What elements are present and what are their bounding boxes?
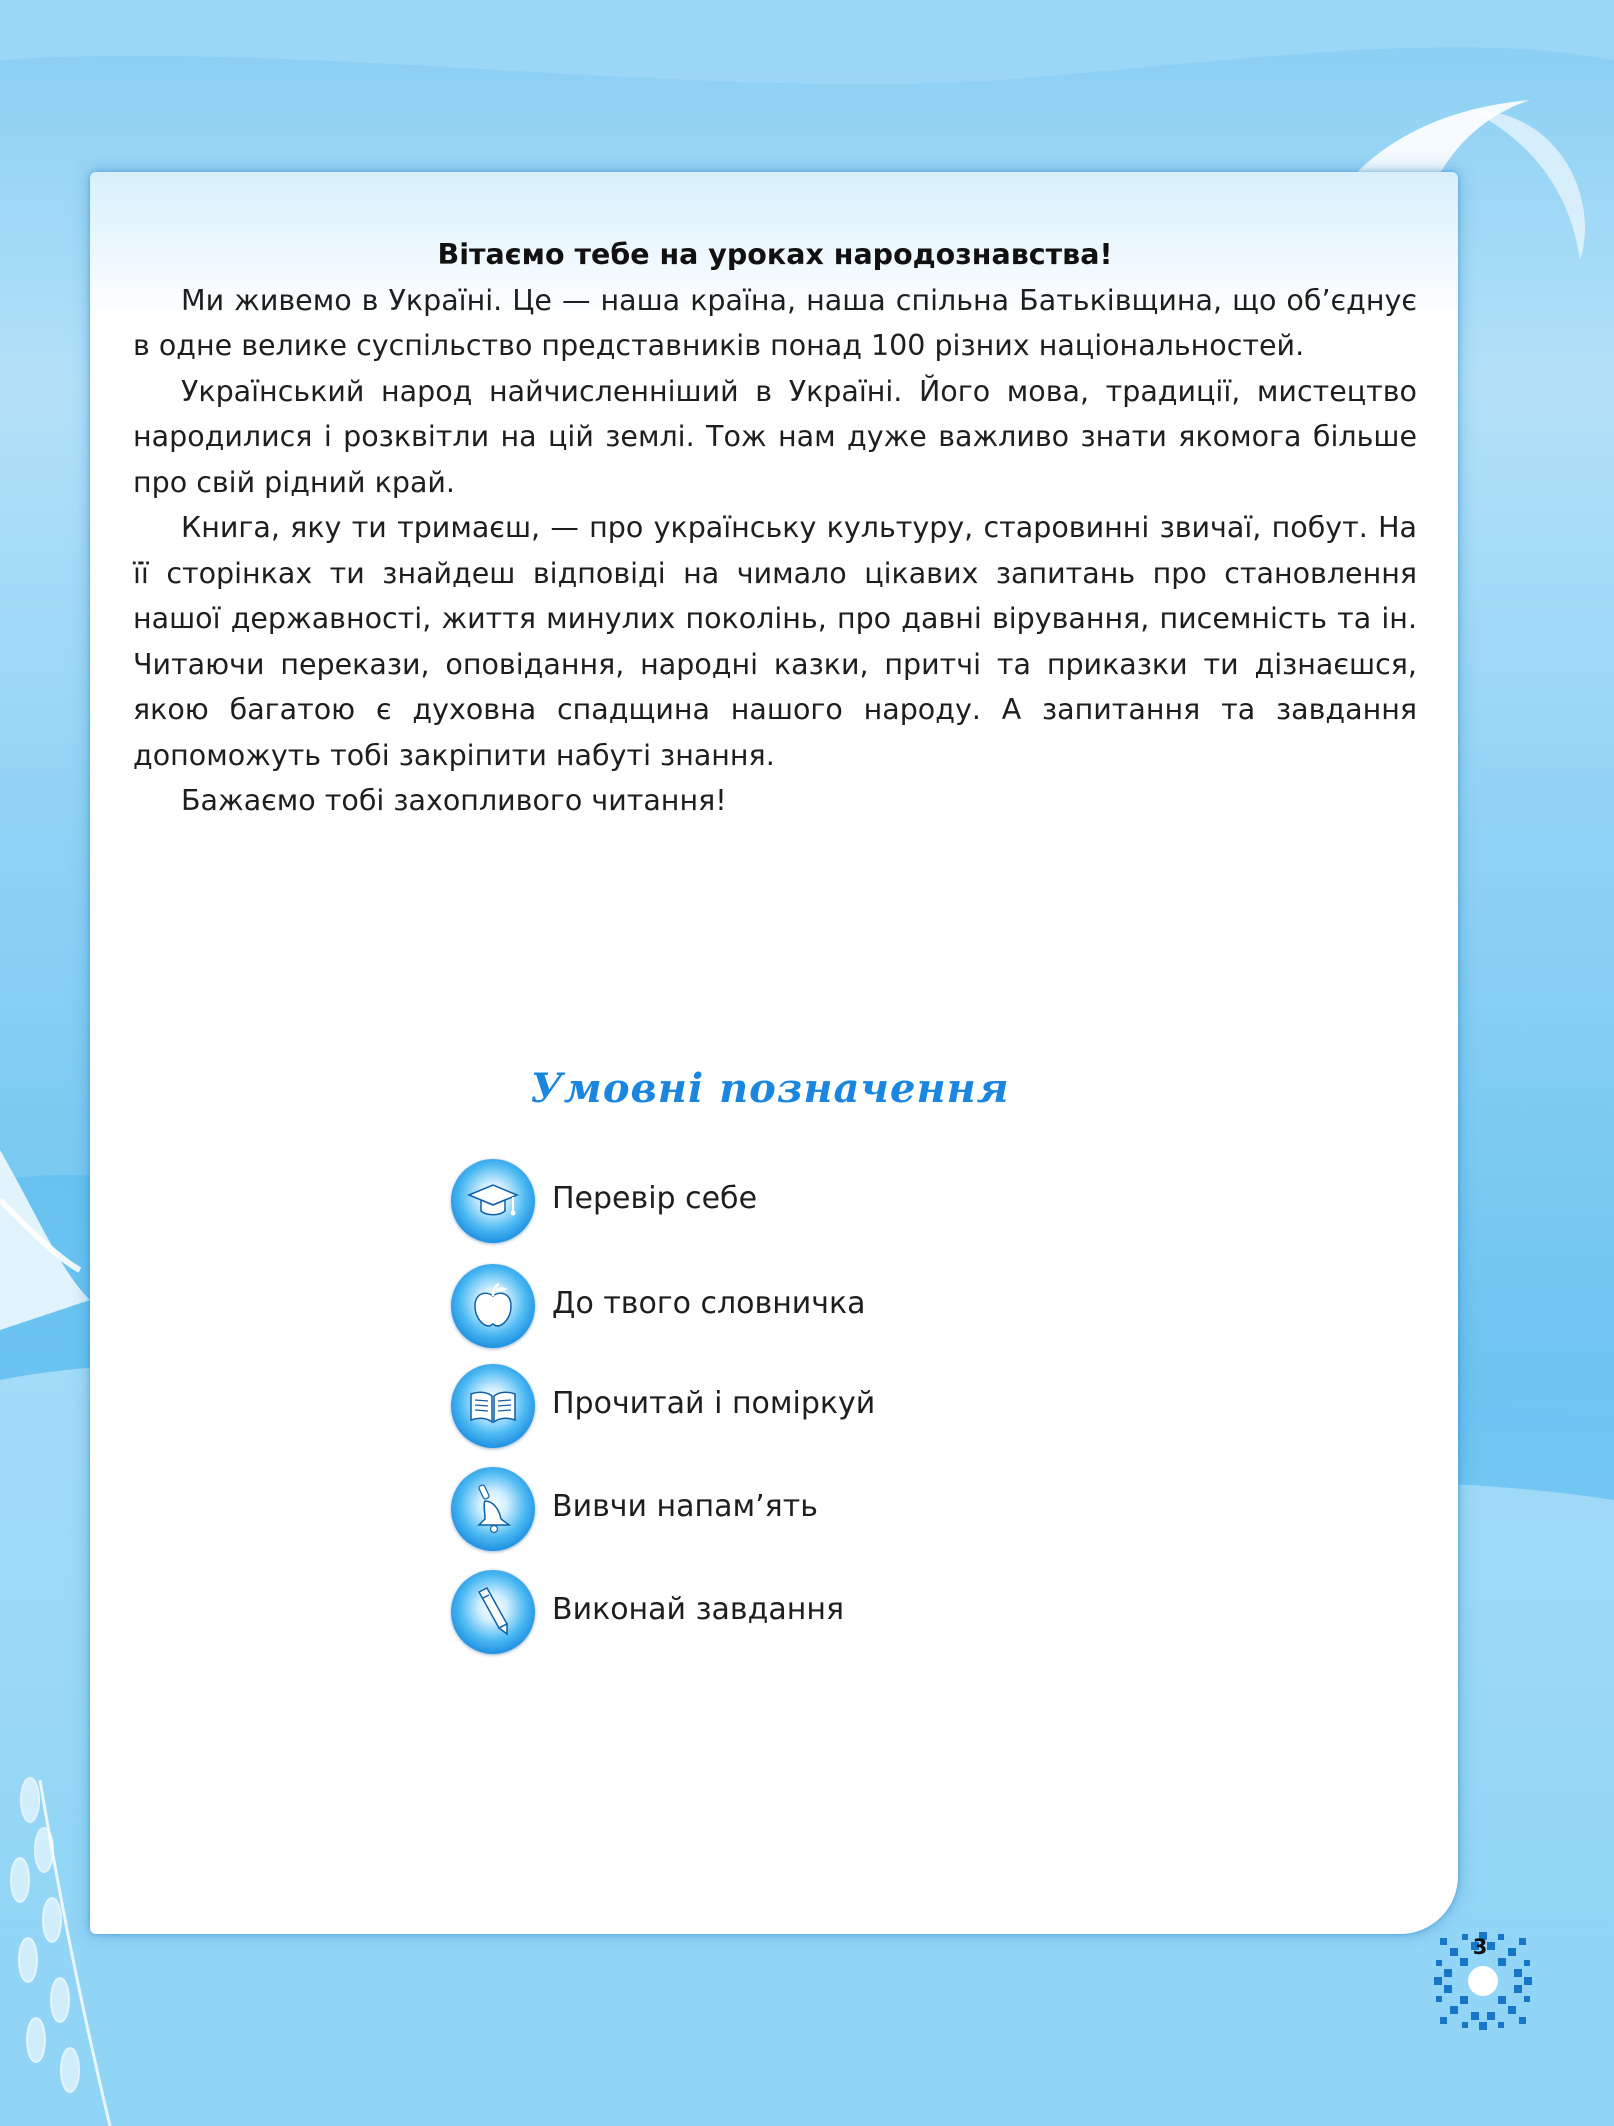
page-number: 3 (1472, 1935, 1488, 1959)
legend-item-read-think (451, 1364, 1151, 1450)
graduation-cap-icon (451, 1159, 535, 1243)
intro-paragraph: Бажаємо тобі захопливого читання! (181, 784, 727, 817)
legend-item-check-yourself (451, 1159, 1151, 1245)
legend-title: Умовні позначення (530, 1065, 1010, 1112)
legend-item-label: Прочитай і поміркуй (552, 1386, 876, 1421)
intro-paragraph: Український народ найчисленніший в Україні. Його мова, традиції, мистецтво народилися і розквітли на цій землі. Тож нам дуже важливо знати якомога більше про свій рідний край. (133, 374, 1417, 499)
apple-icon (451, 1264, 535, 1348)
legend-item-memorize (451, 1467, 1151, 1553)
legend-item-label: Вивчи напам’ять (552, 1489, 818, 1524)
legend-item-do-task (451, 1570, 1151, 1656)
intro-section (133, 232, 1417, 824)
intro-paragraph: Ми живемо в Україні. Це — наша країна, наша спільна Батьківщина, що об’єднує в одне велике суспільство представників понад 100 різних національностей. (133, 283, 1417, 362)
intro-paragraph: Книга, яку ти тримаєш, — про українську культуру, старовинні звичаї, побут. На її сторінках ти знайдеш відповіді на чимало цікавих запитань про становлення нашої державності, життя минулих поколінь, про давні вірування, писемність та ін. Читаючи перекази, оповідання, народні казки, притчі та приказки ти дізнаєшся, якою багатою є духовна спадщина нашого народу. А запитання та завдання допоможуть тобі закріпити набуті знання. (133, 511, 1417, 772)
bell-icon (451, 1467, 535, 1551)
intro-heading: Вітаємо тебе на уроках народознавства! (437, 238, 1113, 271)
open-book-icon (451, 1364, 535, 1448)
legend-item-label: Виконай завдання (552, 1592, 845, 1627)
legend-item-label: Перевір себе (552, 1181, 758, 1216)
legend-item-label: До твого словничка (552, 1286, 866, 1321)
pen-icon (451, 1570, 535, 1654)
legend-item-vocabulary (451, 1264, 1151, 1350)
